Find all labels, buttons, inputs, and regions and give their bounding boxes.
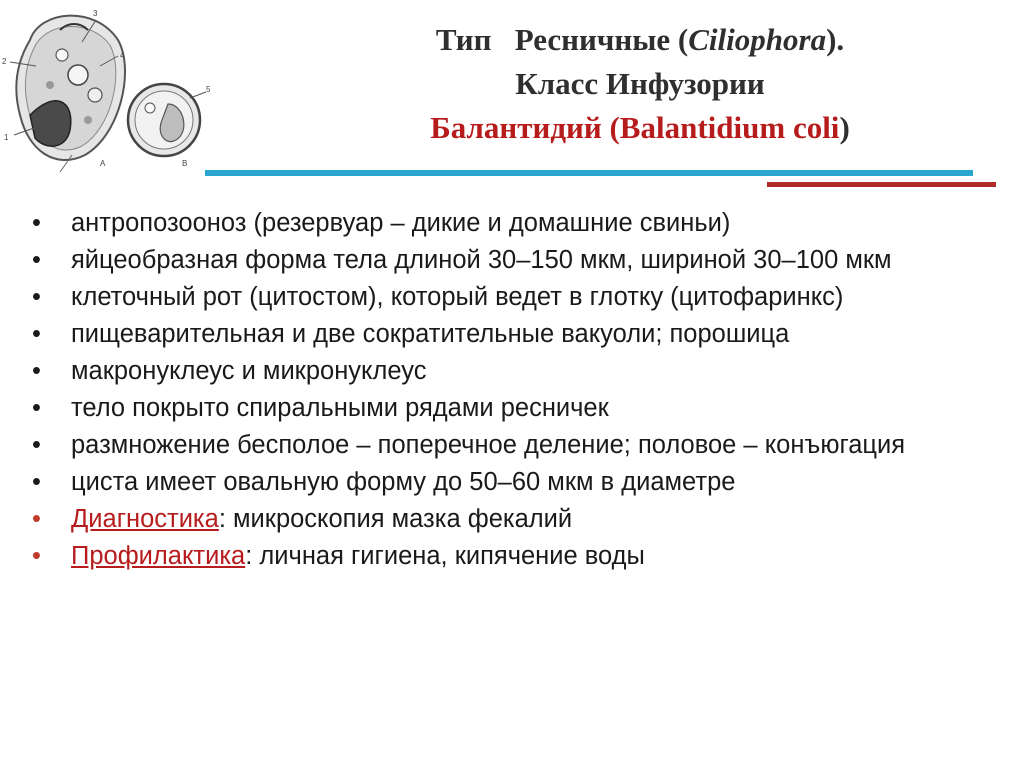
figure-label-4: 4 [120, 51, 125, 60]
figure-label-2: 2 [2, 57, 7, 66]
figure-label-5: 5 [206, 85, 211, 94]
bullet-item: • антропозооноз (резервуар – дикие и домашние свиньи) [30, 205, 1010, 242]
prevention-link[interactable]: Профилактика [71, 542, 246, 570]
bullet-dot: • [32, 394, 41, 422]
bullet-item: • пищеварительная и две сократительные вакуоли; порошица [30, 316, 1010, 353]
title-line-3: Балантидий (Balantidium coli) [430, 110, 850, 145]
bullet-item-diagnostics: • Диагностика: микроскопия мазка фекалий [30, 501, 1010, 538]
balantidium-illustration [0, 0, 215, 180]
title-underline-blue [205, 170, 973, 176]
bullet-item: • клеточный рот (цитостом), который ведет в глотку (цитофаринкс) [30, 279, 1010, 316]
bullet-dot: • [32, 320, 41, 348]
diagnostics-link[interactable]: Диагностика [71, 505, 219, 533]
bullet-dot: • [32, 468, 41, 496]
bullet-dot: • [32, 357, 41, 385]
trophozoite-drawing [10, 16, 125, 172]
cyst-drawing [128, 84, 206, 156]
bullet-dot: • [32, 209, 41, 237]
bullet-dot: • [32, 283, 41, 311]
figure-label-3: 3 [93, 9, 98, 18]
bullet-dot: • [32, 431, 41, 459]
bullet-dot: • [32, 505, 41, 533]
bullet-list [30, 205, 1010, 575]
title-latin-italic: Ciliophora [688, 22, 827, 57]
bullet-dot: • [32, 246, 41, 274]
title-line-1: Тип Ресничные (Ciliophora). [435, 22, 845, 57]
bullet-item-prevention: • Профилактика: личная гигиена, кипячение воды [30, 538, 1010, 575]
bullet-item: • яйцеобразная форма тела длиной 30–150 мкм, шириной 30–100 мкм [30, 242, 1010, 279]
bullet-item: • тело покрыто спиральными рядами ресничек [30, 390, 1010, 427]
bullet-item: • циста имеет овальную форму до 50–60 мкм в диаметре [30, 464, 1010, 501]
bullet-item: • макронуклеус и микронуклеус [30, 353, 1010, 390]
bullet-dot: • [32, 542, 41, 570]
figure-label-b: B [182, 159, 188, 168]
figure-label-a: A [100, 159, 106, 168]
figure-label-1: 1 [4, 133, 9, 142]
title-line-2: Класс Инфузории [515, 66, 765, 101]
slide-title [300, 18, 980, 150]
bullet-item: • размножение бесполое – поперечное деление; половое – конъюгация [30, 427, 1010, 464]
title-underline-red [767, 182, 996, 187]
